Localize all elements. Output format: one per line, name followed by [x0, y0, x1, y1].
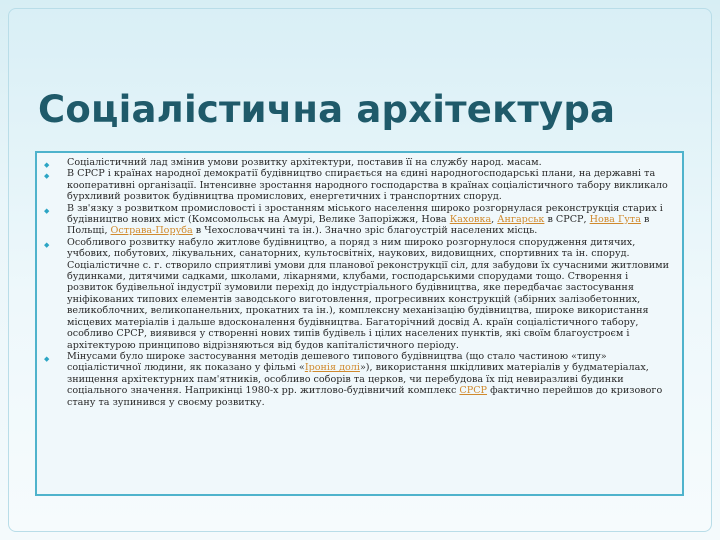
bullet-text: , [491, 214, 498, 226]
link-srsr[interactable]: СРСР [459, 385, 488, 397]
bullet-item [44, 202, 674, 237]
diamond-bullet-icon: ◆ [44, 240, 50, 249]
diamond-bullet-icon: ◆ [44, 354, 50, 363]
bullet-item [44, 350, 674, 408]
content-box [35, 151, 684, 496]
diamond-bullet-icon: ◆ [44, 161, 50, 169]
bullet-text: В СРСР і країнах народної демократії будівництво спирається на єдині народногосподарські плани, на державні та кооперативні організації. Інтенсивне зростання народного господарства в країнах соціалістичного табору викликало бурхливий розвиток будівництва промислових, енергетичних і транспортних споруд. [67, 168, 668, 203]
link-nova-huta[interactable]: Нова Гута [589, 214, 641, 226]
link-kakhovka[interactable]: Каховка [449, 214, 492, 226]
diamond-bullet-icon: ◆ [44, 172, 50, 181]
bullet-text: Соціалістичний лад змінив умови розвитку архітектури, поставив її на службу народ. масам. [67, 157, 542, 168]
bullet-text: фактично перейшов до кризового стану та зупинився у своєму розвитку. [67, 385, 663, 408]
bullet-text: Мінусами було широке застосування методів дешевого типового будівництва (що стало частиною «типу» соціалістичної людини, як показано у фільмі « [67, 350, 607, 374]
bullet-item [44, 236, 674, 351]
bullet-text: в Польщі, [67, 214, 650, 237]
bullet-item [44, 157, 674, 169]
bullet-text: Особливого розвитку набуло житлове будівництво, а поряд з ним широко розгорнулося спорудження дитячих, учбових, побутових, лікувальних, санаторних, культосвітніх, наукових, видовищних, спортивних та ін. споруд. Соціалістичне с. г. створило сприятливі умови для планової реконструкції сіл, для забудови їх сучасними житловими будинками, дитячими садками, школами, лікарнями, клубами, господарськими спорудами тощо. Створення і розвиток будівельної індустрії зумовили перехід до індустріального будівництва, яке передбачає застосування уніфікованих типових елементів заводського виготовлення, прогресивних конструкцій (збірних залізобетонних, великоблочних, великопанельних, прокатних та ін.), комплексну механізацію будівництва, широке використання місцевих матеріалів і дальше вдосконалення будівництва. Багаторічний досвід А. країн соціалістичного табору, особливо СРСР, виявився у створенні нових типів будівель і цілих населених пунктів, які своїм благоустроєм і архітектурою принципово відрізняються від будов капіталістичного періоду. [67, 236, 670, 351]
bullet-text: в Чехословаччині та ін.). Значно зріс благоустрій населених місць. [192, 225, 538, 237]
link-ironiya-doli[interactable]: Іронія долі [304, 362, 360, 374]
link-ostrava-poruba[interactable]: Острава-Поруба [110, 225, 193, 237]
bullet-list [37, 153, 682, 408]
bullet-item [44, 168, 674, 203]
bullet-text: в СРСР, [544, 214, 590, 226]
slide-title: Соціалістична архітектура [38, 88, 616, 131]
link-angarsk[interactable]: Ангарськ [497, 214, 545, 226]
bullet-text: »), використання шкідливих матеріалів у будматеріалах, знищення архітектурних пам'ятників, особливо соборів та церков, чи перебудова їх під невиразливі будинки соціального значення. Наприкінці 1980-х рр. житлово-будівничий комплекс [67, 362, 649, 397]
diamond-bullet-icon: ◆ [44, 206, 50, 215]
bullet-text: В зв'язку з розвитком промисловості і зростанням міського населення широко розгорнулася реконструкція старих і будівництво нових міст (Комсомольськ на Амурі, Велике Запоріжжя, Нова [67, 202, 663, 226]
